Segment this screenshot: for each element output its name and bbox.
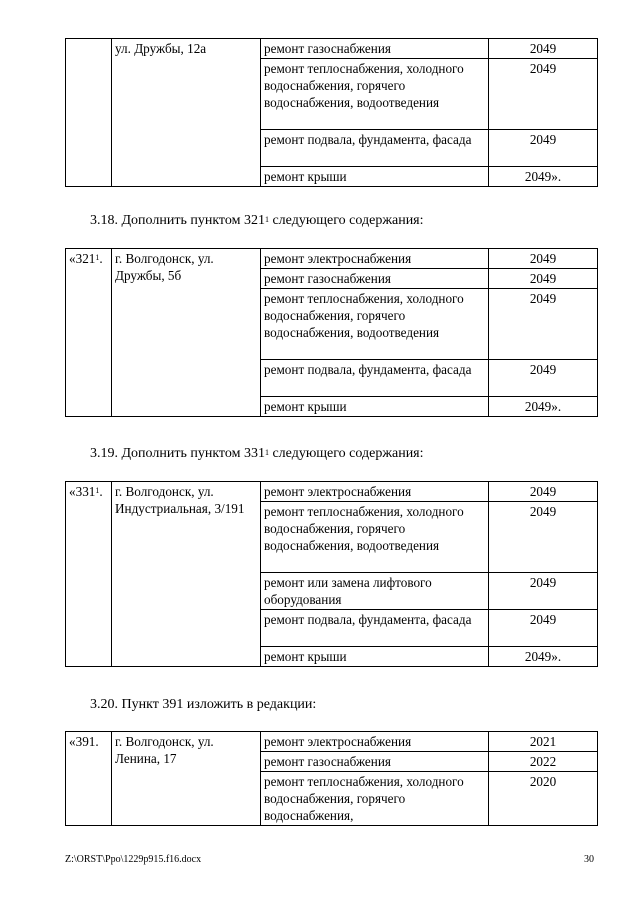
work-type-cell: ремонт подвала, фундамента, фасада	[261, 610, 489, 647]
work-type-cell: ремонт электроснабжения	[261, 732, 489, 752]
year-cell: 2049».	[489, 397, 598, 417]
item-number-cell	[66, 39, 112, 187]
register-table-druzhby-5b	[65, 248, 598, 417]
item-number-cell: «$331^1$.	[66, 482, 112, 667]
year-cell: 2049	[489, 502, 598, 573]
year-cell: 2049	[489, 249, 598, 269]
year-cell: 2049	[489, 573, 598, 610]
year-cell: 2049».	[489, 647, 598, 667]
work-type-cell: ремонт теплоснабжения, холодного водоснабжения, горячего водоснабжения, водоотведения	[261, 502, 489, 573]
work-type-cell: ремонт теплоснабжения, холодного водоснабжения, горячего водоснабжения, водоотведения	[261, 59, 489, 130]
work-type-cell: ремонт или замена лифтового оборудования	[261, 573, 489, 610]
table-row	[66, 732, 598, 752]
address-cell: г. Волгодонск, ул. Ленина, 17	[112, 732, 261, 826]
table-row	[66, 39, 598, 59]
year-cell: 2049	[489, 289, 598, 360]
work-type-cell: ремонт крыши	[261, 647, 489, 667]
year-cell: 2049	[489, 269, 598, 289]
item-number-cell: «$321^1$.	[66, 249, 112, 417]
address-cell: ул. Дружбы, 12а	[112, 39, 261, 187]
register-table-druzhby-12a	[65, 38, 598, 187]
year-cell: 2049	[489, 360, 598, 397]
work-type-cell: ремонт газоснабжения	[261, 269, 489, 289]
table-row	[66, 249, 598, 269]
year-cell: 2021	[489, 732, 598, 752]
year-cell: 2049».	[489, 167, 598, 187]
work-type-cell: ремонт крыши	[261, 167, 489, 187]
work-type-cell: ремонт теплоснабжения, холодного водоснабжения, горячего водоснабжения,	[261, 772, 489, 826]
work-type-cell: ремонт газоснабжения	[261, 39, 489, 59]
work-type-cell: ремонт подвала, фундамента, фасада	[261, 130, 489, 167]
register-table-industrialnaya	[65, 481, 598, 667]
year-cell: 2049	[489, 130, 598, 167]
address-cell: г. Волгодонск, ул. Дружбы, 5б	[112, 249, 261, 417]
table-row	[66, 482, 598, 502]
year-cell: 2049	[489, 482, 598, 502]
paragraph-3-20: 3.20. Пункт 391 изложить в редакции:	[90, 697, 317, 712]
paragraph-3-19: 3.19. Дополнить пунктом $331^1$ следующего содержания:	[90, 446, 424, 461]
year-cell: 2022	[489, 752, 598, 772]
register-table-lenina-17	[65, 731, 598, 826]
page-number: 30	[584, 854, 594, 865]
work-type-cell: ремонт теплоснабжения, холодного водоснабжения, горячего водоснабжения, водоотведения	[261, 289, 489, 360]
work-type-cell: ремонт газоснабжения	[261, 752, 489, 772]
year-cell: 2049	[489, 39, 598, 59]
work-type-cell: ремонт электроснабжения	[261, 482, 489, 502]
item-number-cell: «391.	[66, 732, 112, 826]
year-cell: 2020	[489, 772, 598, 826]
address-cell: г. Волгодонск, ул. Индустриальная, 3/191	[112, 482, 261, 667]
year-cell: 2049	[489, 59, 598, 130]
paragraph-3-18: 3.18. Дополнить пунктом $321^1$ следующего содержания:	[90, 213, 424, 228]
footer-file-path: Z:\ORST\Ppo\1229p915.f16.docx	[65, 854, 202, 865]
work-type-cell: ремонт подвала, фундамента, фасада	[261, 360, 489, 397]
work-type-cell: ремонт крыши	[261, 397, 489, 417]
work-type-cell: ремонт электроснабжения	[261, 249, 489, 269]
year-cell: 2049	[489, 610, 598, 647]
